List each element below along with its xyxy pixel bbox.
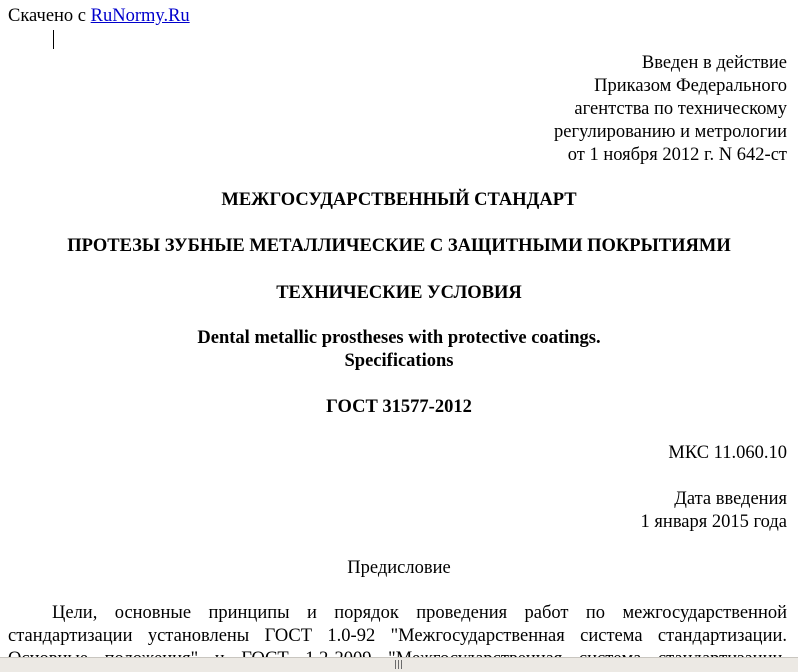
standard-type-heading: МЕЖГОСУДАРСТВЕННЫЙ СТАНДАРТ (221, 190, 577, 210)
enactment-line-4: регулированию и метрологии (554, 122, 787, 142)
download-prefix: Скачено с (8, 6, 87, 26)
runormy-link[interactable]: RuNormy.Ru (90, 6, 190, 26)
standard-name-en-line-2: Specifications (344, 351, 454, 371)
text-cursor (53, 30, 54, 49)
preface-text-line-1: Цели, основные принципы и порядок проведения работ по межгосударственной (52, 603, 787, 623)
download-source (8, 5, 190, 27)
gost-number: ГОСТ 31577-2012 (326, 397, 472, 417)
standard-subtitle-ru: ТЕХНИЧЕСКИЕ УСЛОВИЯ (276, 283, 522, 303)
preface-heading: Предисловие (347, 558, 451, 578)
resize-grip-icon[interactable] (393, 660, 405, 669)
preface-text-line-2: стандартизации установлены ГОСТ 1.0-92 "Межгосударственная система стандартизации. (8, 626, 787, 646)
enactment-line-3: агентства по техническому (574, 99, 787, 119)
standard-name-ru: ПРОТЕЗЫ ЗУБНЫЕ МЕТАЛЛИЧЕСКИЕ С ЗАЩИТНЫМИ ПОКРЫТИЯМИ (67, 236, 731, 256)
enactment-line-2: Приказом Федерального (594, 76, 787, 96)
intro-date-value: 1 января 2015 года (640, 512, 787, 532)
standard-name-en-line-1: Dental metallic prostheses with protective coatings. (197, 328, 601, 348)
status-bar (0, 657, 798, 672)
enactment-line-5: от 1 ноября 2012 г. N 642-ст (567, 145, 787, 165)
intro-date-label: Дата введения (674, 489, 787, 509)
enactment-line-1: Введен в действие (641, 53, 787, 73)
mks-code: МКС 11.060.10 (668, 443, 787, 463)
